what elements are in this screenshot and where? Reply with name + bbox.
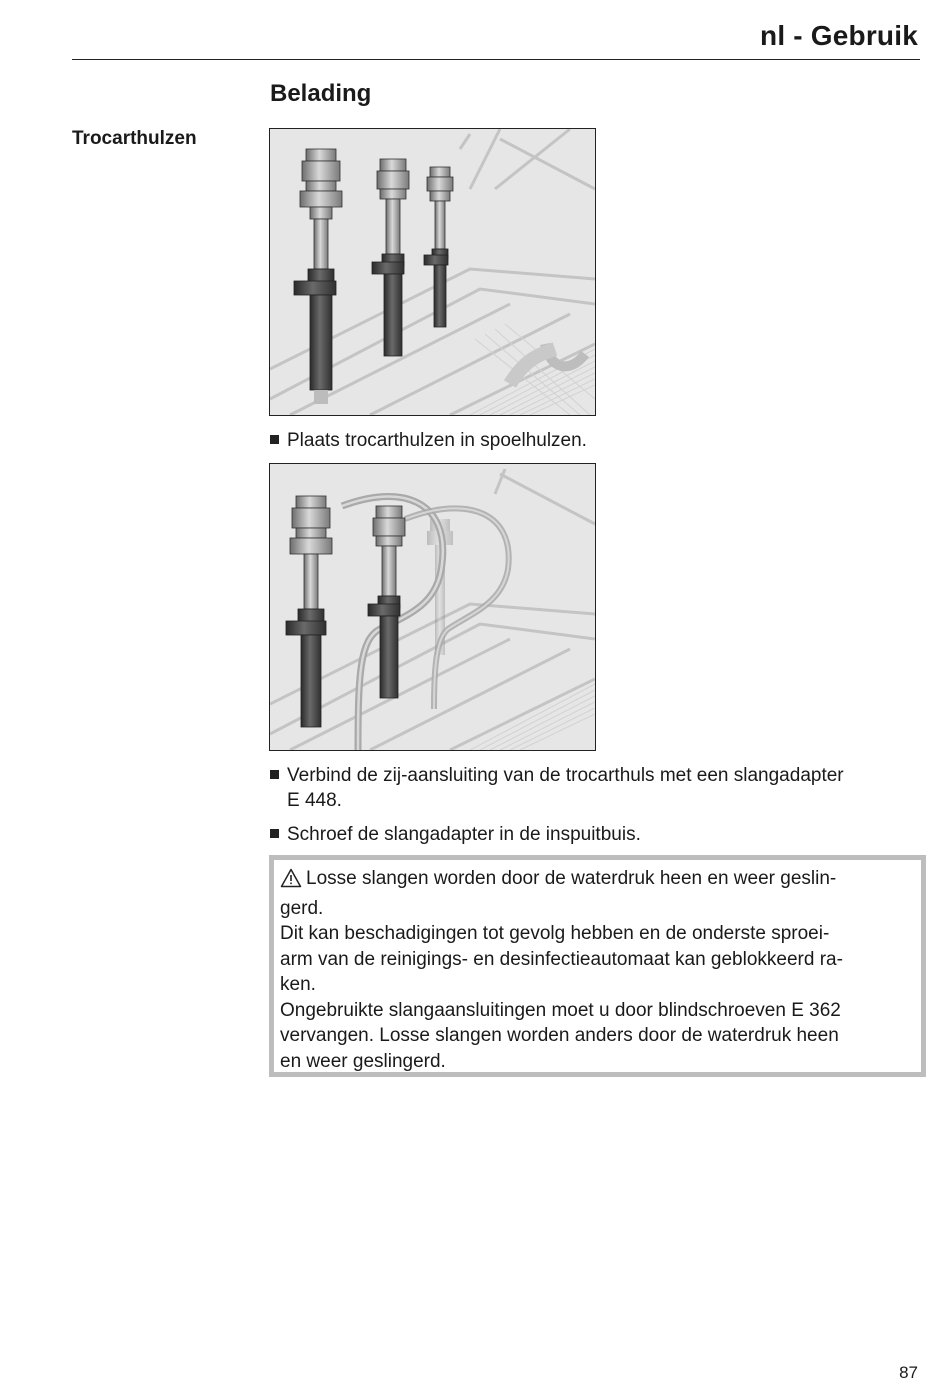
step-text-line1: Verbind de zij-aansluiting van de trocarthuls met een slangadapter: [287, 765, 844, 786]
step-screw-adapter: [270, 822, 910, 847]
step-connect-adapter: [270, 763, 910, 813]
trocar-hose-connection-illustration: [270, 464, 595, 750]
bullet-square-icon: [270, 435, 279, 444]
warning-line: ken.: [280, 974, 316, 995]
trocar-sleeves-figure: [269, 128, 596, 416]
side-label: Trocarthulzen: [72, 128, 197, 149]
warning-line: gerd.: [280, 897, 324, 919]
bullet-square-icon: [270, 770, 279, 779]
step-place-sleeves: [270, 428, 910, 453]
trocar-hoses-figure: [269, 463, 596, 751]
header-rule: [72, 59, 920, 60]
step-text: Schroef de slangadapter in de inspuitbuis.: [287, 824, 641, 845]
warning-line: Losse slangen worden door de waterdruk heen en weer geslin-: [280, 866, 916, 896]
page-number: 87: [899, 1363, 918, 1382]
step-text: Plaats trocarthulzen in spoelhulzen.: [287, 430, 587, 451]
warning-line: arm van de reinigings- en desinfectieautomaat kan geblokkeerd ra-: [280, 948, 843, 970]
page-header-title: nl - Gebruik: [760, 20, 918, 51]
section-title: Belading: [270, 80, 372, 107]
warning-line: vervangen. Losse slangen worden anders door de waterdruk heen: [280, 1025, 839, 1046]
bullet-square-icon: [270, 829, 279, 838]
warning-box: [269, 855, 926, 1077]
warning-line: Dit kan beschadigingen tot gevolg hebben en de onderste sproei-: [280, 923, 830, 944]
step-text-line2: E 448.: [287, 790, 342, 811]
trocar-sleeves-illustration: [270, 129, 595, 415]
warning-line: Ongebruikte slangaansluitingen moet u door blindschroeven E 362: [280, 999, 841, 1021]
warning-triangle-icon: [280, 868, 302, 896]
warning-line: en weer geslingerd.: [280, 1050, 446, 1072]
